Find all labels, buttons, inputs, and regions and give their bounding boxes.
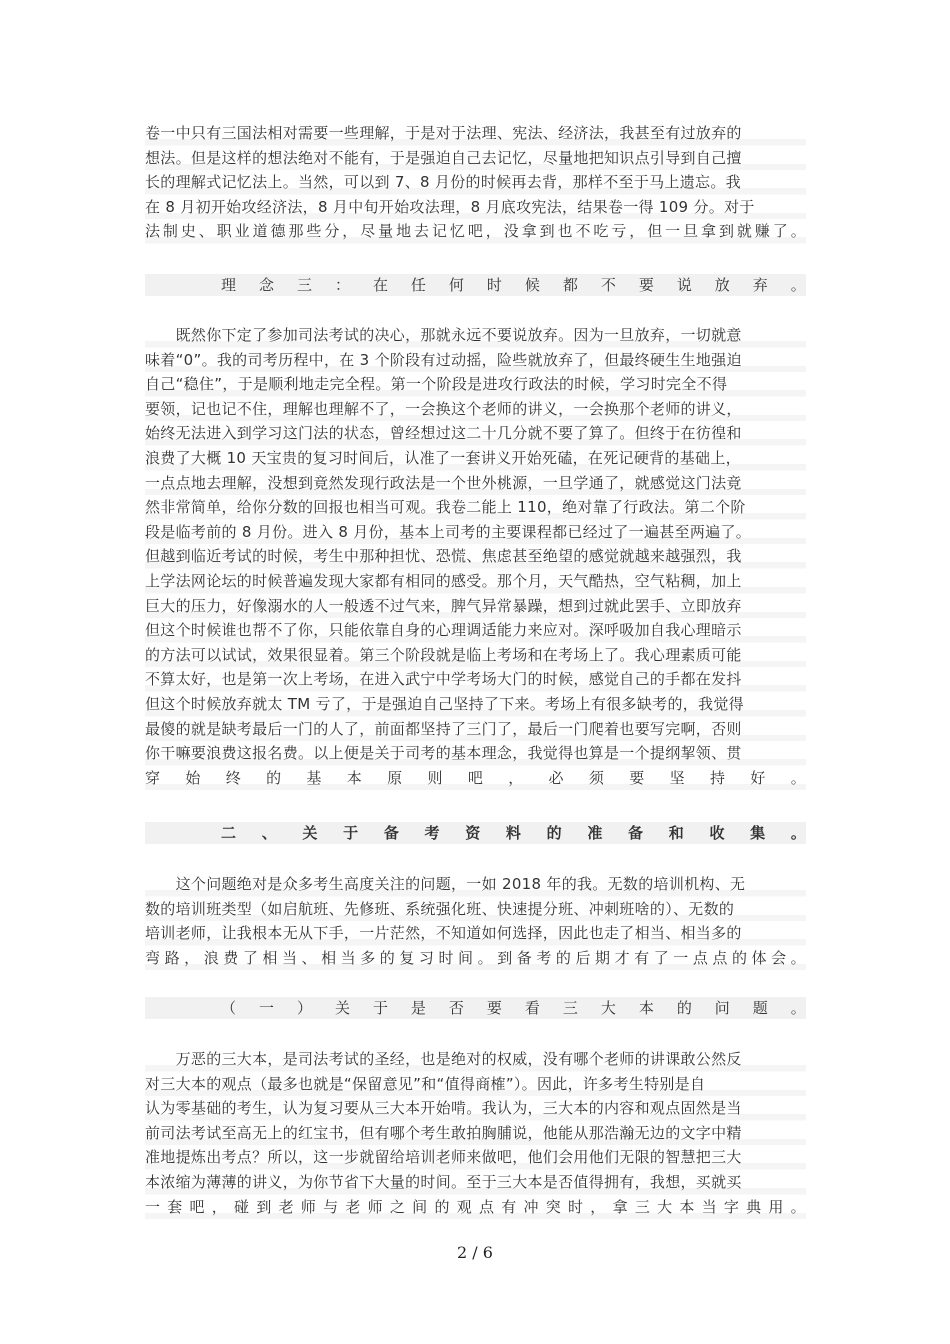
heading-char: 料 (505, 824, 521, 842)
heading-char: 说 (676, 276, 692, 294)
text-line: 你干嘛要浪费这报名费。以上便是关于司考的基本理念，我觉得也算是一个提纲挈领、贯 (145, 741, 806, 766)
text-line: 数的培训班类型（如启航班、先修班、系统强化班、快速提分班、冲刺班啥的）、无数的 (145, 897, 806, 922)
heading-char: （ (221, 999, 237, 1017)
text-line: 卷一中只有三国法相对需要一些理解，于是对于法理、宪法、经济法，我甚至有过放弃的 (145, 121, 806, 146)
text-line: 既然你下定了参加司法考试的决心，那就永远不要说放弃。因为一旦放弃，一切就意 (145, 323, 806, 348)
heading-char: 候 (524, 276, 540, 294)
text-line: 准地提炼出考点？所以，这一步就留给培训老师来做吧，他们会用他们无限的智慧把三大 (145, 1145, 806, 1170)
heading-char: 何 (448, 276, 464, 294)
text-line: 始终无法进入到学习这门法的状态，曾经想过这二十几分就不要了算了。但终于在彷徨和 (145, 421, 806, 446)
text-line: 一套吧，碰到老师与老师之间的观点有冲突时，拿三大本当字典用。 (145, 1195, 806, 1220)
text-line: 一点点地去理解，没想到竟然发现行政法是一个世外桃源，一旦学通了，就感觉这门法竟 (145, 471, 806, 496)
heading-char: 理 (221, 276, 237, 294)
heading-idea-three (145, 274, 806, 296)
heading-char: 放 (714, 276, 730, 294)
heading-char: 的 (546, 824, 562, 842)
heading-char: 三 (562, 999, 578, 1017)
heading-char: 收 (709, 824, 725, 842)
paragraph-three-big-books (145, 1047, 806, 1219)
text-line: 法制史、职业道德那些分，尽量地去记忆吧，没拿到也不吃亏，但一旦拿到就赚了。 (145, 219, 806, 244)
text-line: 想法。但是这样的想法绝对不能有，于是强迫自己去记忆，尽量地把知识点引导到自己擅 (145, 146, 806, 171)
heading-char: 一 (258, 999, 274, 1017)
heading-char: 不 (600, 276, 616, 294)
heading-subsection-one (145, 997, 806, 1019)
text-line: 要领，记也记不住，理解也理解不了，一会换这个老师的讲义，一会换那个老师的讲义， (145, 397, 806, 422)
heading-char: ） (296, 999, 312, 1017)
heading-char: 否 (448, 999, 464, 1017)
text-line: 不算太好，也是第一次上考场，在进入武宁中学考场大门的时候，感觉自己的手都在发抖 (145, 667, 806, 692)
heading-char: 资 (465, 824, 481, 842)
text-line: 巨大的压力，好像溺水的人一般透不过气来，脾气异常暴躁，想到过就此罢手、立即放弃 (145, 594, 806, 619)
text-line: 浪费了大概 10 天宝贵的复习时间后，认准了一套讲义开始死磕，在死记硬背的基础上， (145, 446, 806, 471)
heading-char: 备 (628, 824, 644, 842)
heading-char: 。 (790, 824, 806, 842)
heading-char: 、 (261, 824, 277, 842)
heading-char: 考 (424, 824, 440, 842)
text-line: 弯路，浪费了相当、相当多的复习时间。到备考的后期才有了一点点的体会。 (145, 946, 806, 971)
heading-char: 集 (750, 824, 766, 842)
heading-char: 本 (638, 999, 654, 1017)
heading-char: 大 (600, 999, 616, 1017)
text-line: 自己“稳住”，于是顺利地走完全程。第一个阶段是进攻行政法的时候，学习时完全不得 (145, 372, 806, 397)
text-line: 认为零基础的考生，认为复习要从三大本开始啃。我认为，三大本的内容和观点固然是当 (145, 1096, 806, 1121)
heading-char: 弃 (752, 276, 768, 294)
heading-char: 看 (524, 999, 540, 1017)
paragraph-law-exam-volume-one (145, 121, 806, 244)
heading-char: 于 (372, 999, 388, 1017)
heading-char: 要 (486, 999, 502, 1017)
text-line: 本浓缩为薄薄的讲义，为你节省下大量的时间。至于三大本是否值得拥有，我想，买就买 (145, 1170, 806, 1195)
text-line: 对三大本的观点（最多也就是“保留意见”和“值得商榷”）。因此，许多考生特别是自 (145, 1072, 806, 1097)
heading-char: 于 (343, 824, 359, 842)
heading-char: 。 (790, 276, 806, 294)
heading-char: 的 (676, 999, 692, 1017)
heading-char: 二 (221, 824, 237, 842)
text-line: 但这个时候放弃就太 TM 亏了，于是强迫自己坚持了下来。考场上有很多缺考的，我觉得 (145, 692, 806, 717)
text-line: 但这个时候谁也帮不了你，只能依靠自身的心理调适能力来应对。深呼吸加自我心理暗示 (145, 618, 806, 643)
text-line: 上学法网论坛的时候普遍发现大家都有相同的感受。那个月，天气酷热，空气粘稠，加上 (145, 569, 806, 594)
heading-char: ： (334, 276, 350, 294)
heading-char: 问 (714, 999, 730, 1017)
text-line: 这个问题绝对是众多考生高度关注的问题，一如 2018 年的我。无数的培训机构、无 (145, 872, 806, 897)
text-line: 前司法考试至高无上的红宝书，但有哪个考生敢拍胸脯说，他能从那浩瀚无边的文字中精 (145, 1121, 806, 1146)
text-line: 万恶的三大本，是司法考试的圣经，也是绝对的权威，没有哪个老师的讲课敢公然反 (145, 1047, 806, 1072)
heading-char: 和 (668, 824, 684, 842)
text-line: 在 8 月初开始攻经济法，8 月中旬开始攻法理，8 月底攻宪法，结果卷一得 109 分。对于 (145, 195, 806, 220)
heading-char: 要 (638, 276, 654, 294)
heading-char: 关 (334, 999, 350, 1017)
heading-char: 关 (302, 824, 318, 842)
text-line: 培训老师，让我根本无从下手，一片茫然，不知道如何选择，因此也走了相当、相当多的 (145, 921, 806, 946)
heading-char: 是 (410, 999, 426, 1017)
paragraph-never-give-up (145, 323, 806, 790)
text-line: 但越到临近考试的时候，考生中那种担忧、恐慌、焦虑甚至绝望的感觉就越来越强烈，我 (145, 544, 806, 569)
text-line: 长的理解式记忆法上。当然，可以到 7、8 月份的时候再去背，那样不至于马上遗忘。我 (145, 170, 806, 195)
heading-char: 时 (486, 276, 502, 294)
heading-char: 题 (752, 999, 768, 1017)
text-line: 的方法可以试试，效果很显着。第三个阶段就是临上考场和在考场上了。我心理素质可能 (145, 643, 806, 668)
text-line: 段是临考前的 8 月份。进入 8 月份，基本上司考的主要课程都已经过了一遍甚至两遍了。 (145, 520, 806, 545)
text-line: 最傻的就是缺考最后一门的人了，前面都坚持了三门了，最后一门爬着也要写完啊，否则 (145, 717, 806, 742)
heading-section-two (145, 822, 806, 844)
heading-char: 。 (790, 999, 806, 1017)
heading-char: 任 (410, 276, 426, 294)
text-line: 味着“0”。我的司考历程中，在 3 个阶段有过动摇，险些就放弃了，但最终硬生生地强迫 (145, 348, 806, 373)
paragraph-materials-question (145, 872, 806, 970)
heading-char: 都 (562, 276, 578, 294)
heading-char: 在 (372, 276, 388, 294)
heading-char: 念 (258, 276, 274, 294)
page-number: 2 / 6 (457, 1243, 493, 1262)
text-line: 然非常简单，给你分数的回报也相当可观。我卷二能上 110，绝对靠了行政法。第二个阶 (145, 495, 806, 520)
heading-char: 备 (383, 824, 399, 842)
heading-char: 准 (587, 824, 603, 842)
heading-char: 三 (296, 276, 312, 294)
text-line: 穿始终的基本原则吧，必须要坚持好。 (145, 766, 806, 791)
